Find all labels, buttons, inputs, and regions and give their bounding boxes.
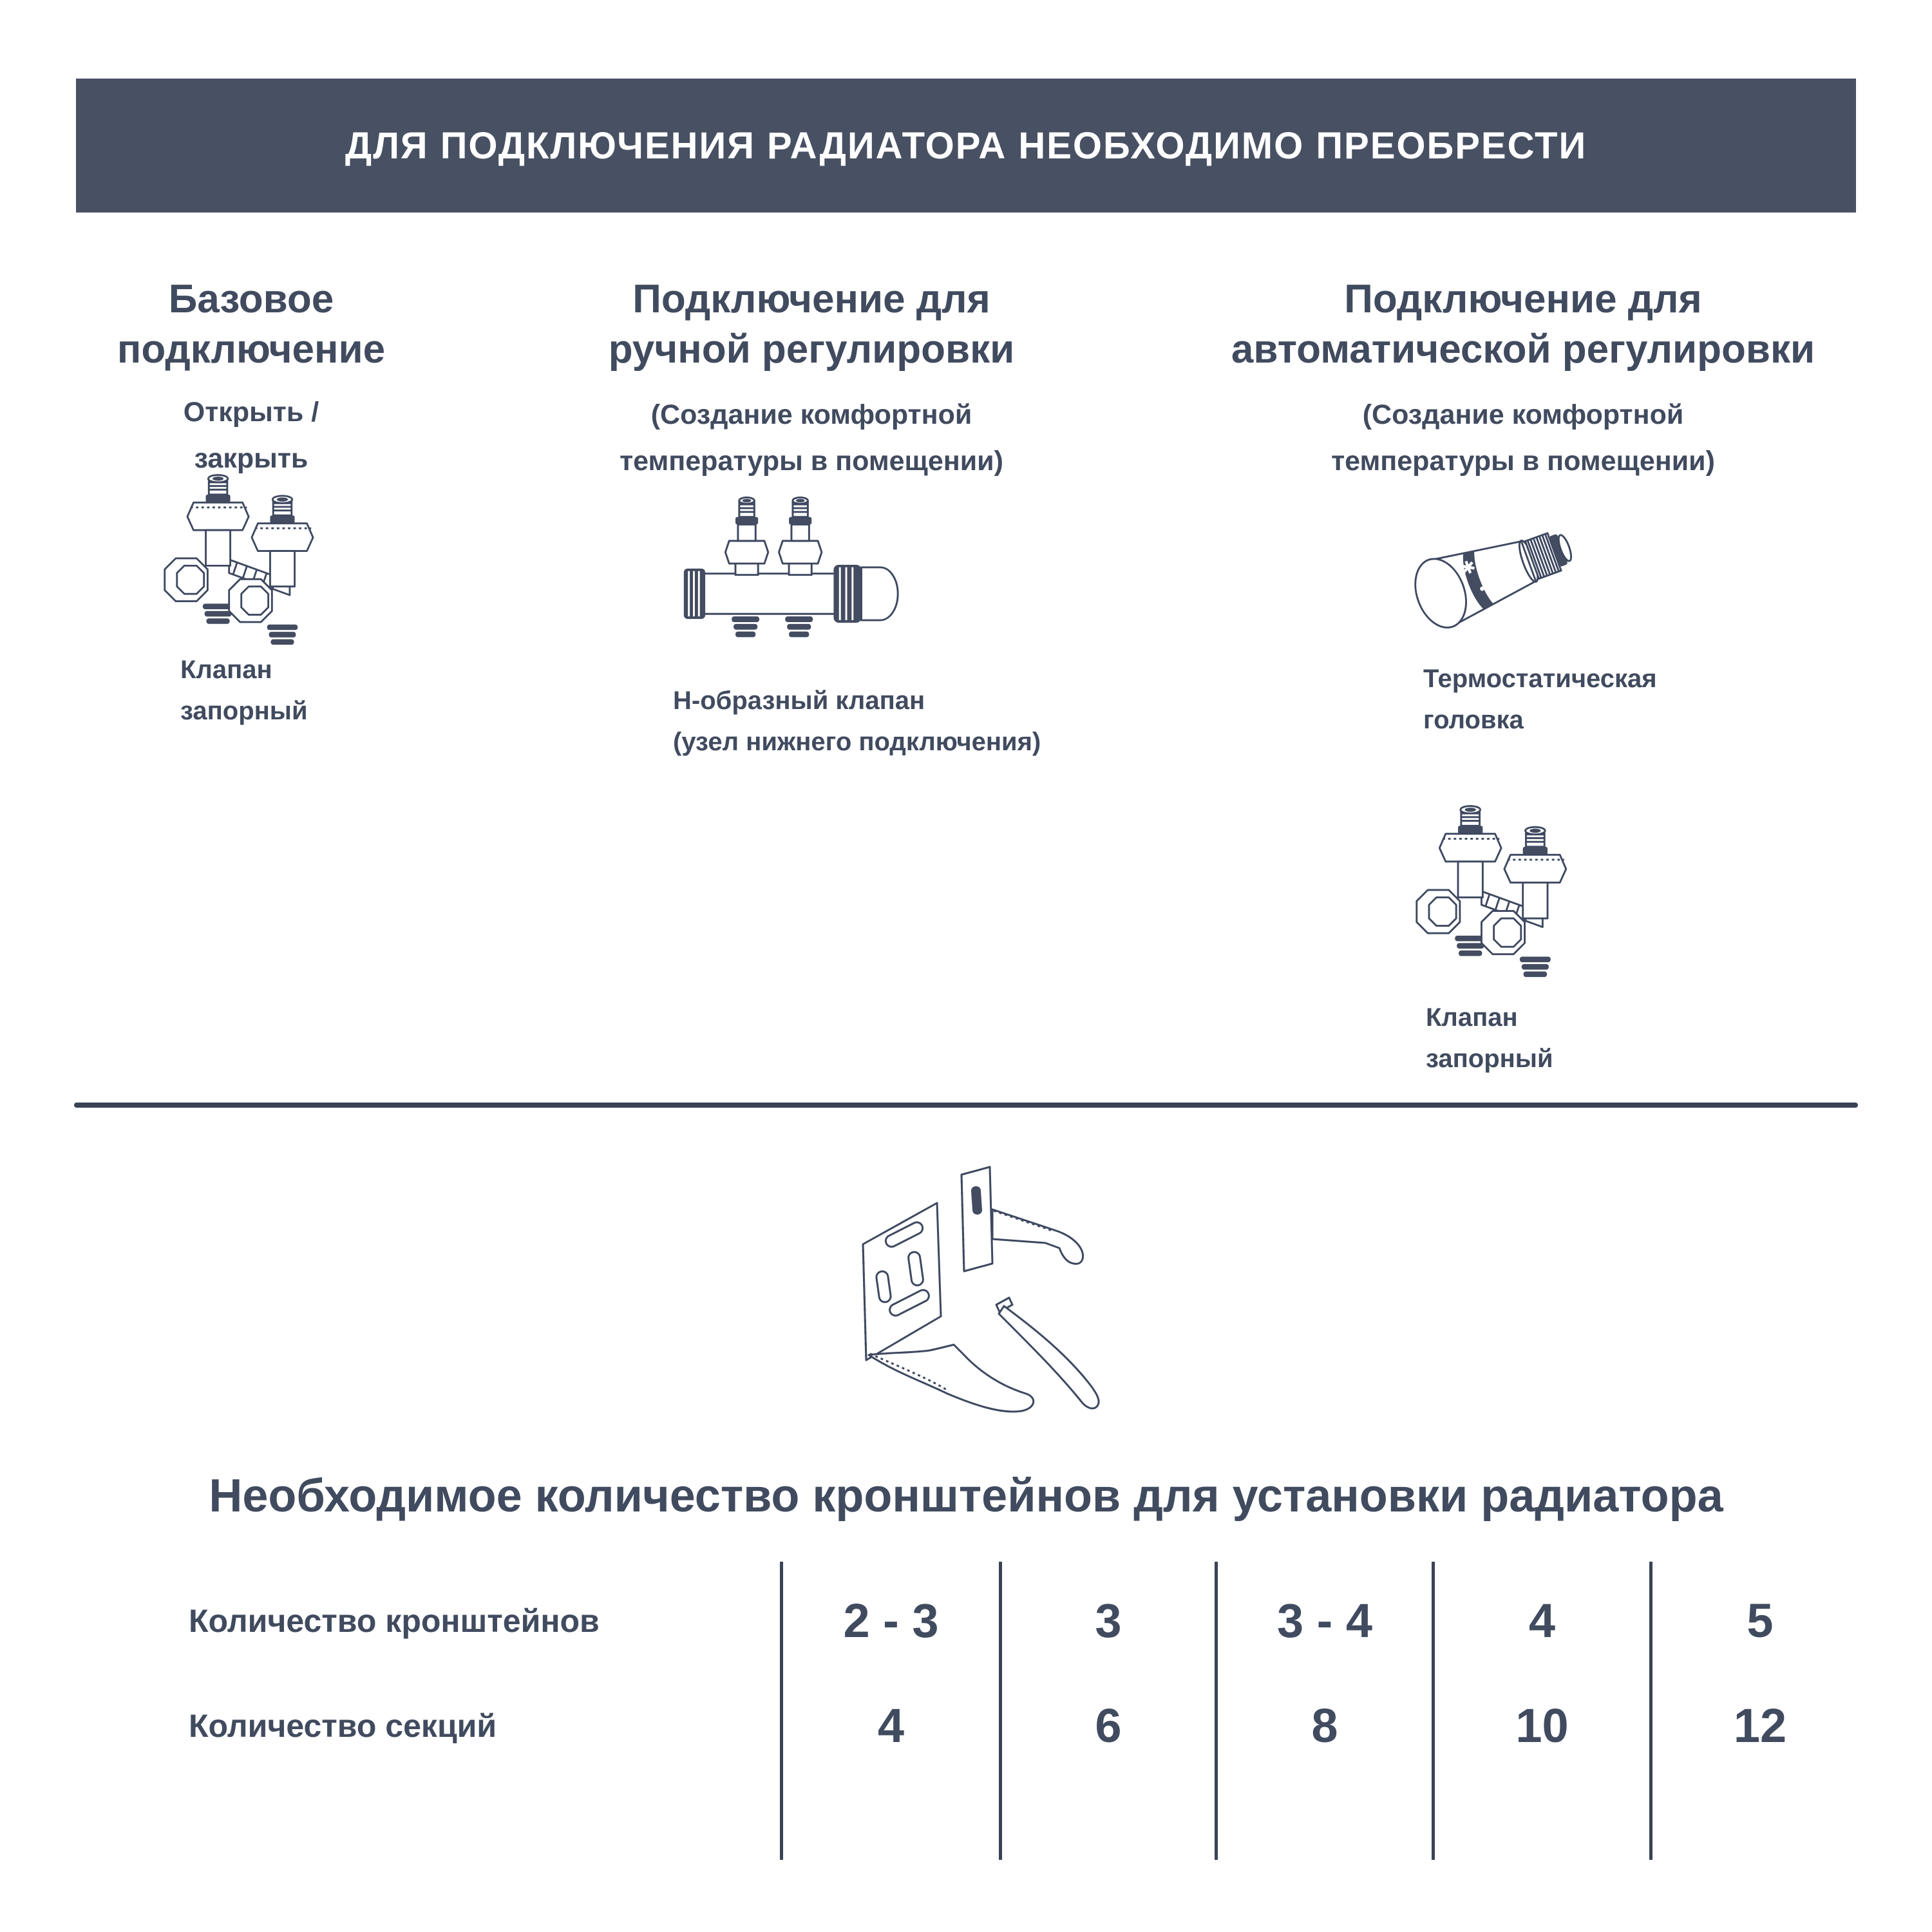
table-cell: 5 [1747,1594,1774,1647]
table-cell: 10 [1515,1699,1569,1752]
shutoff-valve-icon [1410,800,1596,979]
caption-shutoff-valve: Клапан запорный [180,656,308,725]
table-cell: 4 [877,1699,905,1752]
header-banner [76,79,1856,213]
table-cell: 12 [1733,1699,1787,1752]
brackets-table-title: Необходимое количество кронштейнов для установки радиатора [209,1470,1723,1522]
column-manual-title: Подключение для ручной регулировки [608,277,1015,372]
column-basic-title: Базовое подключение [117,277,386,372]
caption-h-valve: Н-образный клапан (узел нижнего подключения) [673,687,1041,756]
section-divider [74,1103,1858,1108]
row-label-brackets: Количество кронштейнов [189,1603,600,1639]
shutoff-valve-icon [153,469,348,647]
table-cell: 6 [1095,1699,1122,1752]
table-cell: 4 [1528,1594,1556,1647]
table-cell: 2 - 3 [843,1594,939,1647]
column-auto-title: Подключение для автоматической регулировки [1231,277,1815,372]
table-cell: 8 [1311,1699,1338,1752]
page-title: ДЛЯ ПОДКЛЮЧЕНИЯ РАДИАТОРА НЕОБХОДИМО ПРЕОБРЕСТИ [345,124,1587,167]
thermostatic-head-icon [1399,493,1592,656]
table-cell: 3 [1095,1594,1122,1647]
caption-thermostatic-head: Термостатическая головка [1423,665,1657,734]
table-cell: 3 - 4 [1276,1594,1373,1647]
caption-shutoff-valve-2: Клапан запорный [1426,1003,1553,1073]
column-auto-subtitle: (Создание комфортной температуры в помещении) [1331,399,1715,477]
column-basic-subtitle: Открыть / закрыть [183,397,319,474]
h-valve-icon [671,482,911,677]
column-manual-subtitle: (Создание комфортной температуры в помещении) [620,399,1003,477]
wall-bracket-icon [828,1148,1111,1431]
row-label-sections: Количество секций [189,1708,497,1744]
